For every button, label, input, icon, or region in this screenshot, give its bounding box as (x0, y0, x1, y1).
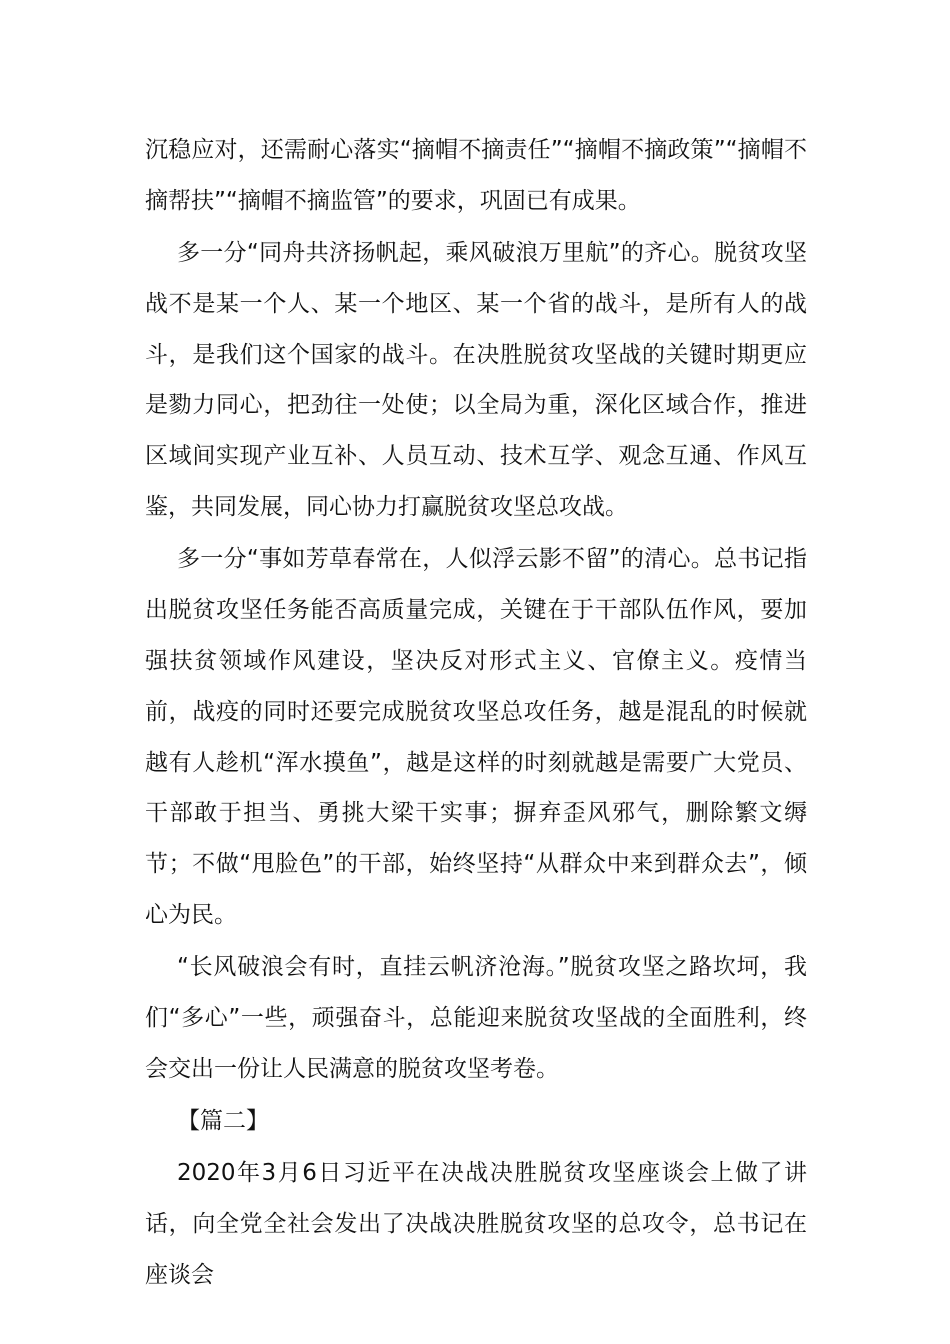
paragraph-3: 多一分“事如芳草春常在，人似浮云影不留”的清心。总书记指出脱贫攻坚任务能否高质量完成，关键在于干部队伍作风，要加强扶贫领域作风建设，坚决反对形式主义、官僚主义。疫情当前，战疫的同时还要完成脱贫攻坚总攻任务，越是混乱的时候就越有人趁机“浑水摸鱼”，越是这样的时刻就越是需要广大党员、干部敢于担当、勇挑大梁干实事；摒弃歪风邪气，删除繁文缛节；不做“甩脸色”的干部，始终坚持“从群众中来到群众去”，倾心为民。 (145, 546, 807, 928)
paragraph-2: 多一分“同舟共济扬帆起，乘风破浪万里航”的齐心。脱贫攻坚战不是某一个人、某一个地区、某一个省的战斗，是所有人的战斗，是我们这个国家的战斗。在决胜脱贫攻坚战的关键时期更应是勠力同心，把劲往一处使；以全局为重，深化区域合作，推进区域间实现产业互补、人员互动、技术互学、观念互通、作风互鉴，共同发展，同心协力打赢脱贫攻坚总攻战。 (145, 240, 807, 521)
paragraph-1: 沉稳应对，还需耐心落实“摘帽不摘责任”“摘帽不摘政策”“摘帽不摘帮扶”“摘帽不摘监管”的要求，巩固已有成果。 (145, 137, 807, 214)
document-body (145, 125, 807, 1302)
paragraph-5: 2020年3月6日习近平在决战决胜脱贫攻坚座谈会上做了讲话，向全党全社会发出了决战决胜脱贫攻坚的总攻令，总书记在座谈会 (145, 1160, 807, 1289)
paragraph-4: “长风破浪会有时，直挂云帆济沧海。”脱贫攻坚之路坎坷，我们“多心”一些，顽强奋斗，总能迎来脱贫攻坚战的全面胜利，终会交出一份让人民满意的脱贫攻坚考卷。 (145, 954, 807, 1082)
section-heading: 【篇二】 (177, 1108, 269, 1135)
